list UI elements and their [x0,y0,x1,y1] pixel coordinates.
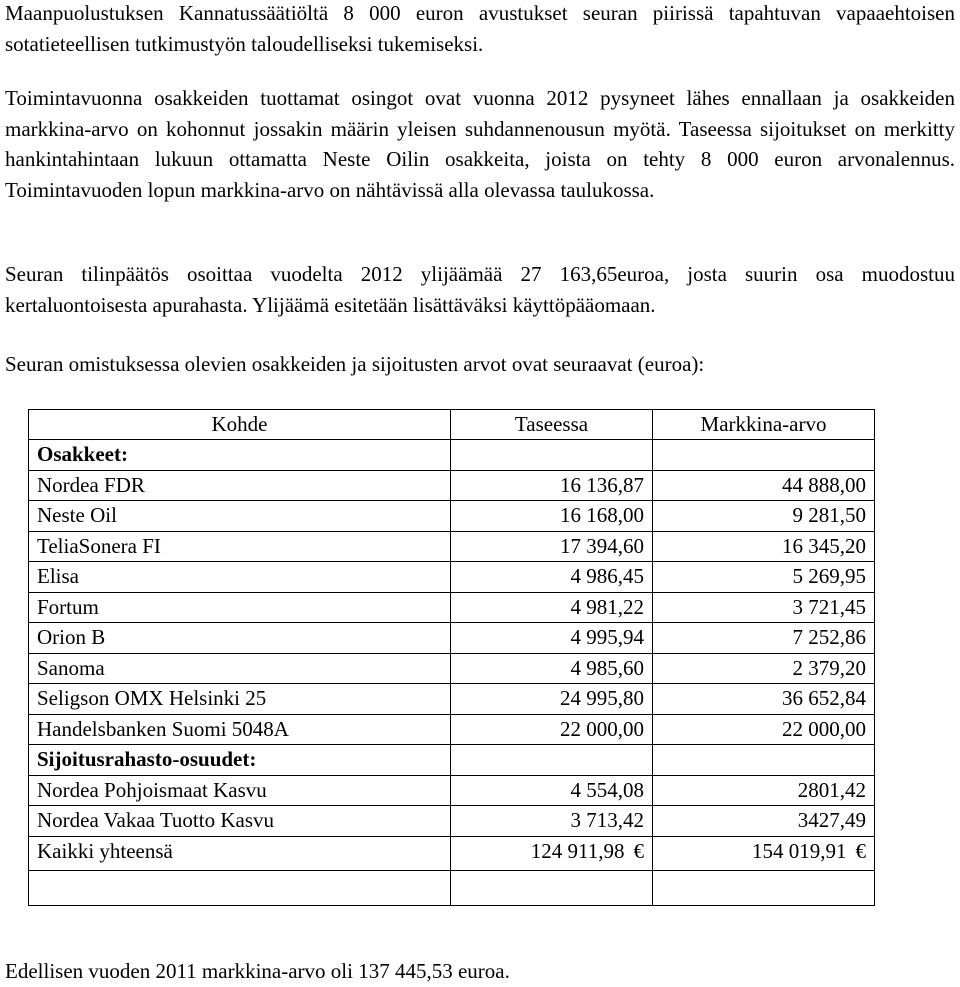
row-name: Nordea Vakaa Tuotto Kasvu [29,806,451,837]
section-label-funds: Sijoitusrahasto-osuudet: [29,745,451,776]
row-market-value: 2 379,20 [653,653,875,684]
row-market-value: 7 252,86 [653,623,875,654]
row-name: Seligson OMX Helsinki 25 [29,684,451,715]
row-name: Sanoma [29,653,451,684]
row-book-value: 22 000,00 [451,714,653,745]
row-market-value: 22 000,00 [653,714,875,745]
row-name: Nordea FDR [29,470,451,501]
euro-symbol: € [633,838,644,863]
table-row [29,806,875,837]
spacer-row [29,870,875,905]
table-row [29,501,875,532]
row-market-value: 5 269,95 [653,562,875,593]
row-book-value: 4 554,08 [451,775,653,806]
row-book-value: 4 981,22 [451,592,653,623]
header-markkina-arvo: Markkina-arvo [653,410,875,440]
empty-cell [29,870,451,905]
row-book-value: 24 995,80 [451,684,653,715]
empty-cell [451,745,653,776]
header-taseessa: Taseessa [451,410,653,440]
row-name: Handelsbanken Suomi 5048A [29,714,451,745]
row-market-value: 9 281,50 [653,501,875,532]
section-row-funds [29,745,875,776]
table-row [29,470,875,501]
paragraph-grant: Maanpuolustuksen Kannatussäätiöltä 8 000 euron avustukset seuran piirissä tapahtuvan vapaaehtoisen sotatieteellisen tutkimustyön taloudelliseksi tukemiseksi. [5,1,955,56]
paragraph-dividends: Toimintavuonna osakkeiden tuottamat osingot ovat vuonna 2012 pysyneet lähes ennallaan ja osakkeiden markkina-arvo on kohonnut jossakin määrin yleisen suhdannenousun myötä. Taseessa sijoitukset on merkitty hankintahintaan lukuun ottamatta Neste Oilin osakkeita, joista on tehty 8 000 euron arvonalennus. Toimintavuoden lopun markkina-arvo on nähtävissä alla olevassa taulukossa. [5,86,955,202]
header-kohde: Kohde [29,410,451,440]
empty-cell [451,870,653,905]
row-market-value: 3 721,45 [653,592,875,623]
total-label: Kaikki yhteensä [29,836,451,870]
row-book-value: 4 985,60 [451,653,653,684]
row-name: Fortum [29,592,451,623]
empty-cell [451,440,653,471]
row-name: TeliaSonera FI [29,531,451,562]
total-book-cell [451,836,653,870]
total-row [29,836,875,870]
row-book-value: 4 995,94 [451,623,653,654]
paragraph-surplus: Seuran tilinpäätös osoittaa vuodelta 2012 ylijäämää 27 163,65euroa, josta suurin osa muodostuu kertaluontoisesta apurahasta. Ylijäämä esitetään lisättäväksi käyttöpääomaan. [5,262,955,317]
table-row [29,714,875,745]
section-label-shares: Osakkeet: [29,440,451,471]
table-row [29,623,875,654]
row-book-value: 4 986,45 [451,562,653,593]
row-market-value: 3427,49 [653,806,875,837]
euro-symbol: € [855,838,866,863]
row-name: Nordea Pohjoismaat Kasvu [29,775,451,806]
table-row [29,592,875,623]
table-row [29,684,875,715]
total-market-value: 154 019,91 [752,838,847,863]
row-book-value: 17 394,60 [451,531,653,562]
row-name: Elisa [29,562,451,593]
paragraph-previous-year: Edellisen vuoden 2011 markkina-arvo oli 137 445,53 euroa. [5,959,510,983]
empty-cell [653,745,875,776]
row-book-value: 16 168,00 [451,501,653,532]
table-row [29,531,875,562]
row-book-value: 3 713,42 [451,806,653,837]
section-row-shares [29,440,875,471]
paragraph-table-intro: Seuran omistuksessa olevien osakkeiden ja sijoitusten arvot ovat seuraavat (euroa): [5,352,705,376]
row-name: Orion B [29,623,451,654]
row-market-value: 36 652,84 [653,684,875,715]
table-header-row [29,410,875,440]
row-name: Neste Oil [29,501,451,532]
total-book-value: 124 911,98 [530,838,625,863]
table-row [29,562,875,593]
table-row [29,775,875,806]
holdings-table [28,409,875,906]
row-market-value: 16 345,20 [653,531,875,562]
empty-cell [653,440,875,471]
row-market-value: 2801,42 [653,775,875,806]
table-row [29,653,875,684]
row-market-value: 44 888,00 [653,470,875,501]
empty-cell [653,870,875,905]
row-book-value: 16 136,87 [451,470,653,501]
total-market-cell [653,836,875,870]
